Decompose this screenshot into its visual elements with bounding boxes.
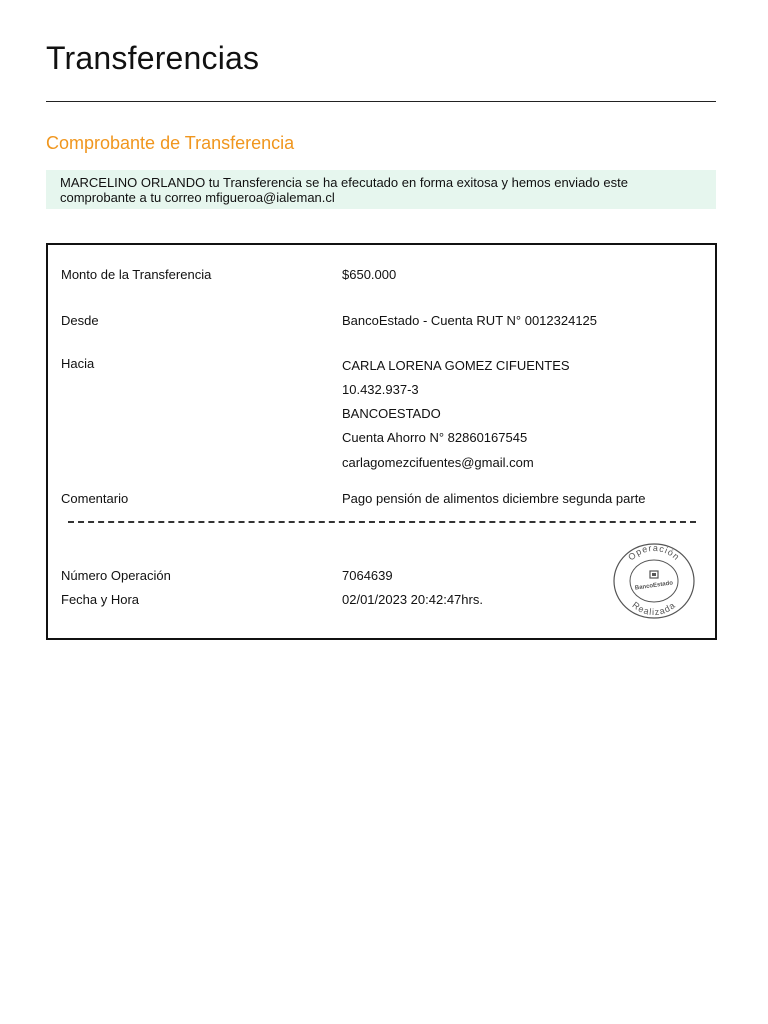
title-divider <box>46 101 716 102</box>
datetime-label: Fecha y Hora <box>61 592 140 607</box>
to-email: carlagomezcifuentes@gmail.com <box>342 455 534 470</box>
from-value: BancoEstado - Cuenta RUT N° 0012324125 <box>342 313 598 328</box>
section-title: Comprobante de Transferencia <box>46 133 295 153</box>
success-notice <box>46 170 716 209</box>
to-account: Cuenta Ahorro N° 82860167545 <box>342 430 528 445</box>
comment-label: Comentario <box>61 491 129 506</box>
svg-text:Realizada: Realizada <box>630 599 678 618</box>
operation-stamp-icon <box>611 541 697 621</box>
dashed-divider <box>68 521 696 523</box>
to-rut: 10.432.937-3 <box>342 382 419 397</box>
notice-line-1: MARCELINO ORLANDO tu Transferencia se ha efecutado en forma exitosa y hemos enviado este <box>60 175 628 190</box>
to-label: Hacia <box>61 356 95 371</box>
notice-line-2: comprobante a tu correo mfigueroa@ialeman.cl <box>60 190 335 205</box>
operation-number-value: 7064639 <box>342 568 393 583</box>
to-name: CARLA LORENA GOMEZ CIFUENTES <box>342 358 570 373</box>
page-title: Transferencias <box>46 40 260 76</box>
operation-number-label: Número Operación <box>61 568 171 583</box>
comment-value: Pago pensión de alimentos diciembre segunda parte <box>342 491 646 506</box>
datetime-value: 02/01/2023 20:42:47hrs. <box>342 592 483 607</box>
from-label: Desde <box>61 313 99 328</box>
amount-value: $650.000 <box>342 267 397 282</box>
svg-text:BancoEstado: BancoEstado <box>634 580 674 592</box>
svg-text:Operación: Operación <box>626 542 682 563</box>
to-bank: BANCOESTADO <box>342 406 441 421</box>
amount-label: Monto de la Transferencia <box>61 267 212 282</box>
receipt-box <box>46 243 717 640</box>
